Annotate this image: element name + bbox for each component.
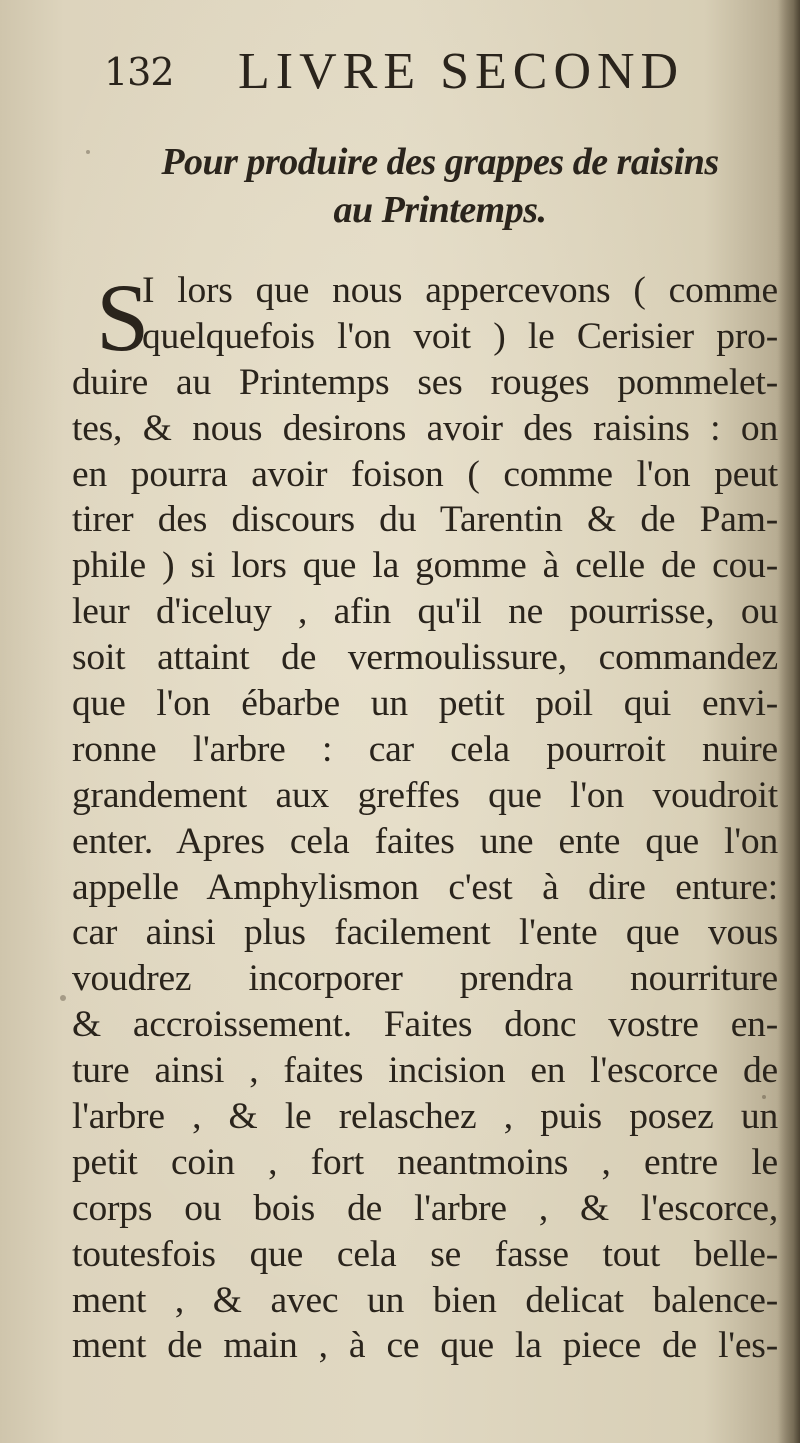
text-line: duire au Printemps ses rouges pommelet-: [72, 361, 778, 403]
text-line: petit coin , fort neantmoins , entre le: [72, 1141, 778, 1183]
text-line: que l'on ébarbe un petit poil qui envi-: [72, 683, 778, 725]
text-line: quelquefois l'on voit ) le Cerisier pro-: [142, 315, 778, 357]
text-line: car ainsi plus facilement l'ente que vous: [72, 912, 778, 954]
text-line: corps ou bois de l'arbre , & l'escorce,: [72, 1187, 778, 1229]
text-line: appelle Amphylismon c'est à dire enture:: [72, 866, 778, 908]
text-line: tes, & nous desirons avoir des raisins : on: [72, 407, 778, 449]
page-number: 132: [104, 50, 174, 94]
section-heading-line-1: Pour produire des grappes de raisins: [161, 141, 719, 183]
text-line: toutesfois que cela se fasse tout belle-: [72, 1233, 778, 1275]
text-line: voudrez incorporer prendra nourriture: [72, 958, 778, 1000]
drop-cap: S: [96, 264, 150, 371]
running-head-title: LIVRE SECOND: [238, 43, 685, 100]
text-line: ronne l'arbre : car cela pourroit nuire: [72, 728, 778, 770]
section-heading: [120, 138, 760, 234]
text-line: & accroissement. Faites donc vostre en-: [72, 1004, 778, 1046]
page-gutter-shadow: [778, 0, 800, 1443]
text-line: l'arbre , & le relaschez , puis posez un: [72, 1096, 778, 1138]
text-line: I lors que nous appercevons ( comme: [142, 270, 778, 311]
text-line: enter. Apres cela faites une ente que l'on: [72, 820, 778, 862]
paper-speck: [86, 150, 90, 154]
text-line: en pourra avoir foison ( comme l'on peut: [72, 453, 778, 495]
text-line: ment de main , à ce que la piece de l'es-: [72, 1325, 778, 1367]
text-line: leur d'iceluy , afin qu'il ne pourrisse, ou: [72, 591, 778, 633]
running-head: [0, 42, 800, 112]
text-line: grandement aux greffes que l'on voudroit: [72, 774, 778, 816]
text-line: phile ) si lors que la gomme à celle de cou-: [72, 545, 778, 587]
paper-speck: [762, 1095, 766, 1099]
body-text: [72, 264, 778, 1369]
text-line: ment , & avec un bien delicat balence-: [72, 1279, 778, 1321]
paper-speck: [60, 995, 66, 1001]
text-line: tirer des discours du Tarentin & de Pam-: [72, 499, 778, 541]
text-line: soit attaint de vermoulissure, commandez: [72, 637, 778, 679]
text-line: ture ainsi , faites incision en l'escorce de: [72, 1050, 778, 1092]
section-heading-line-2: au Printemps.: [333, 189, 547, 231]
